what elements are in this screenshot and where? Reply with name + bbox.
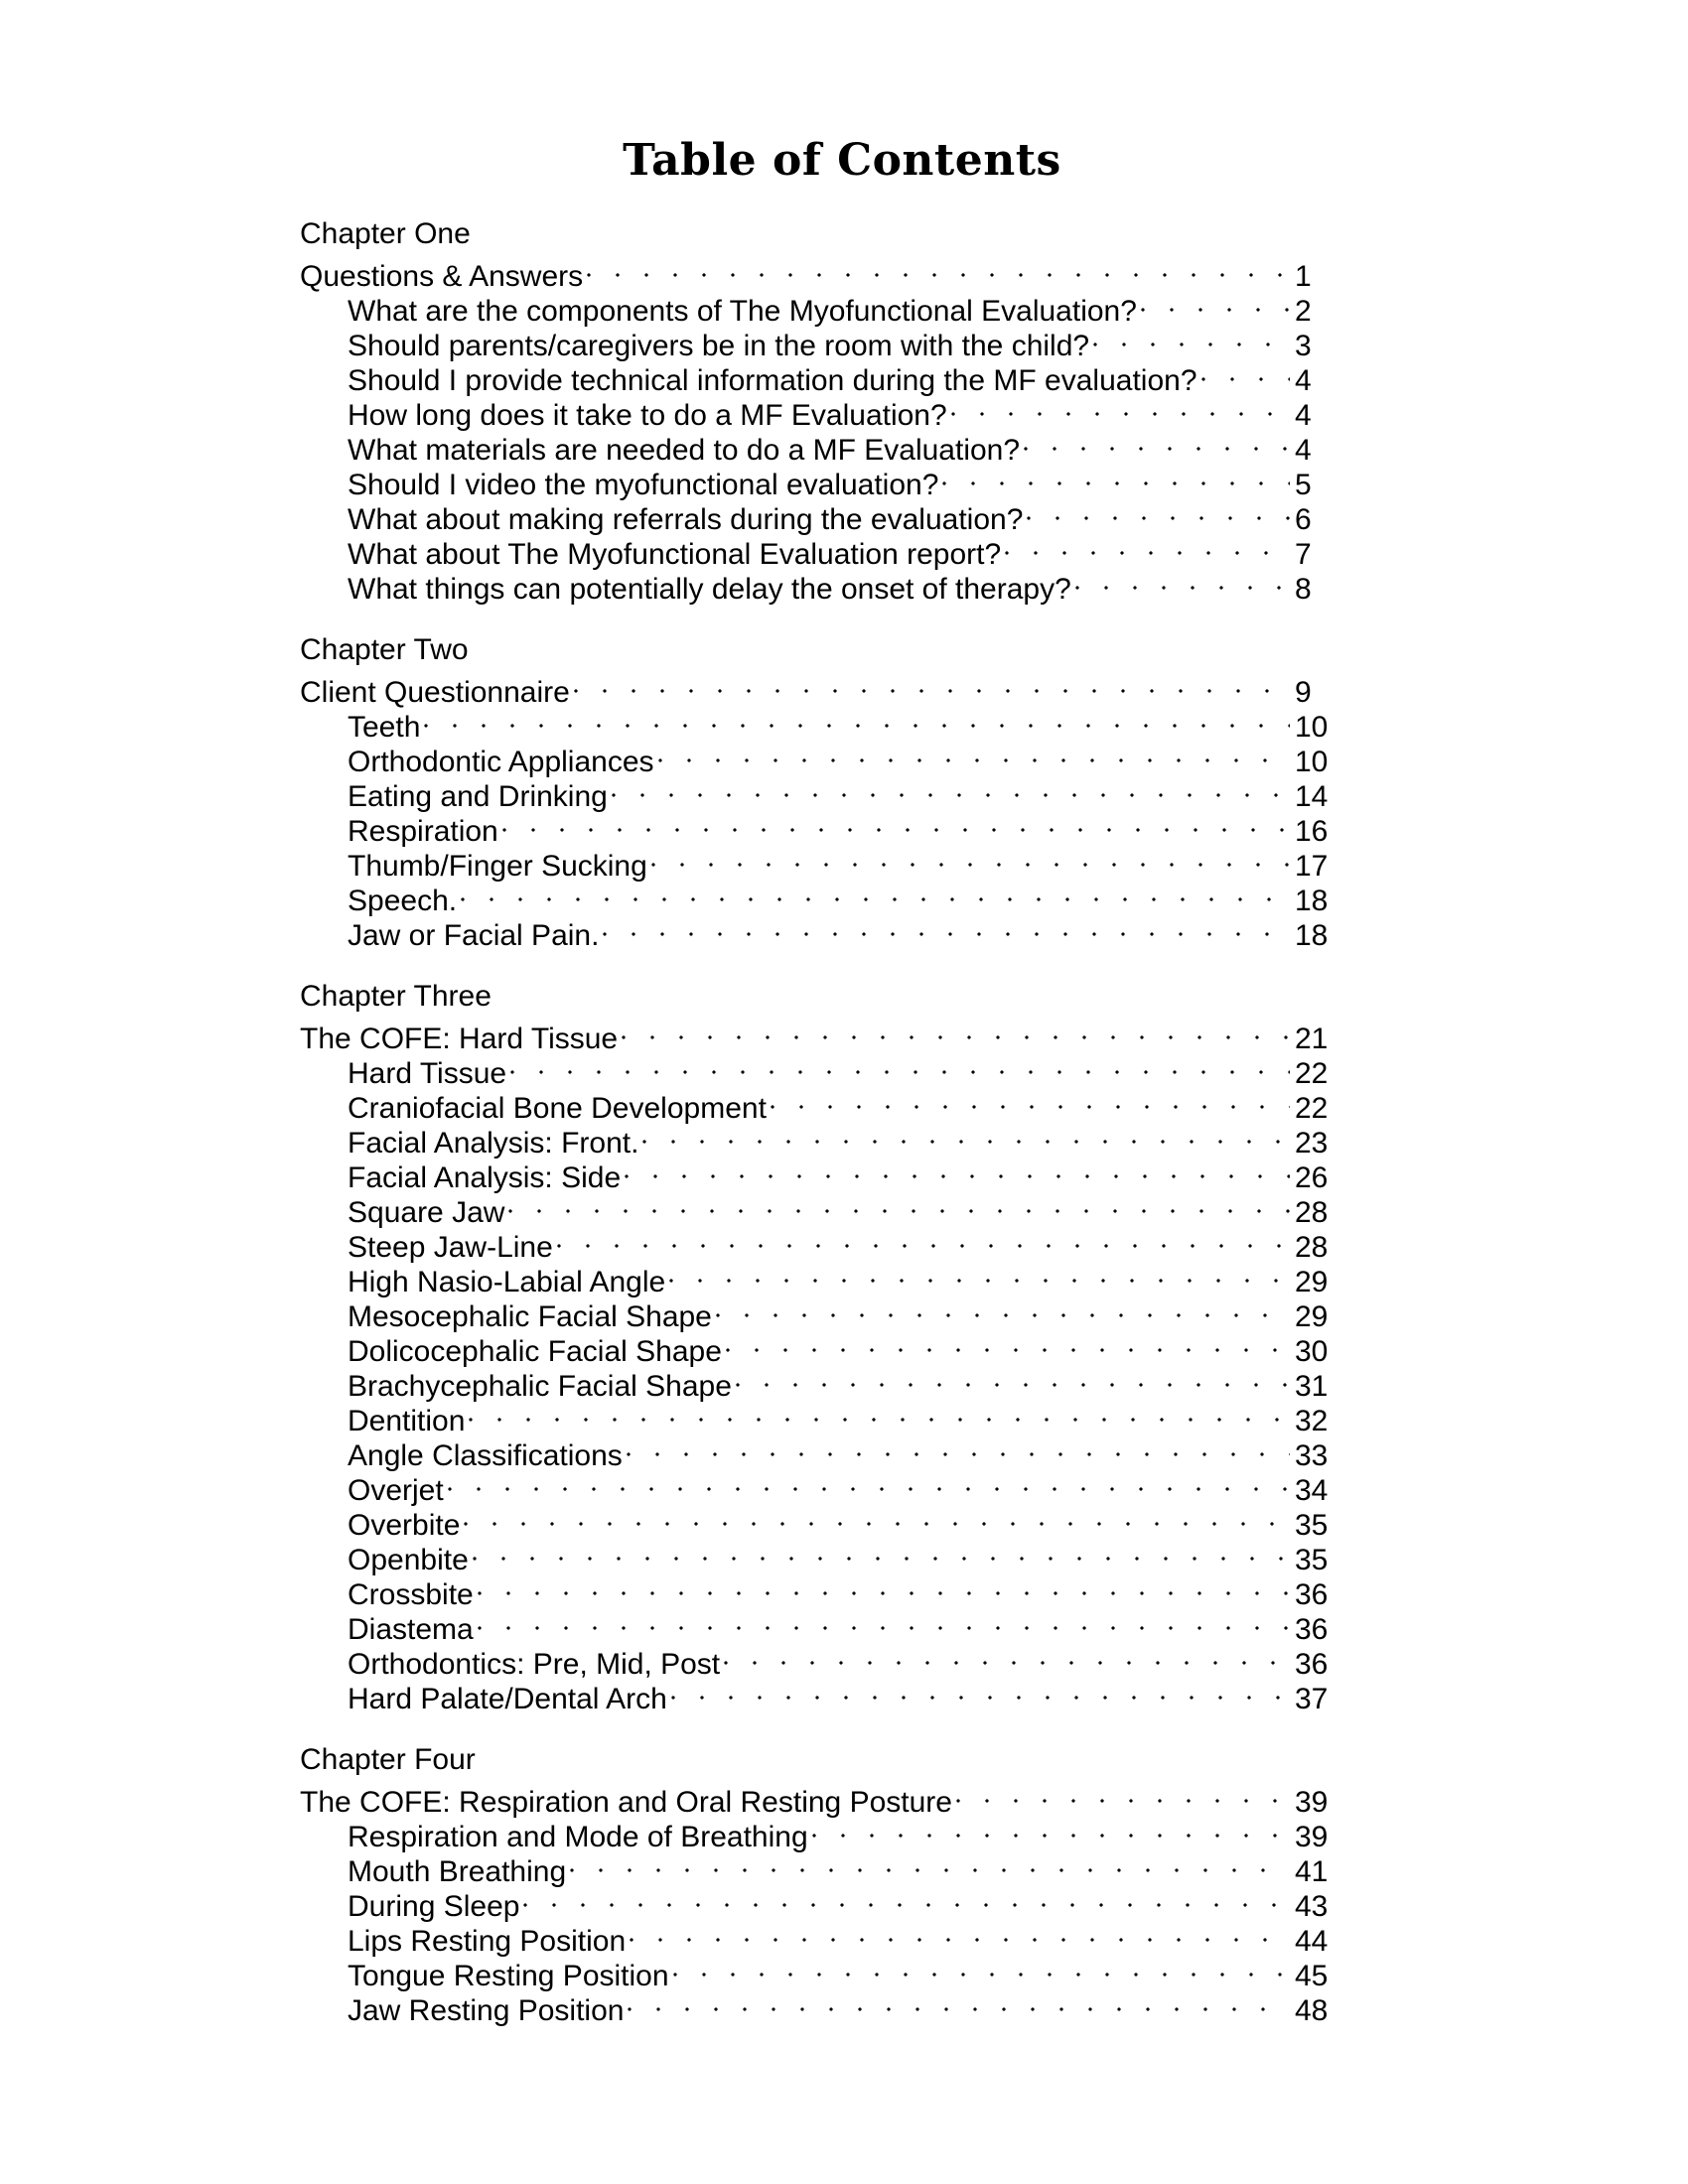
chapter-label: Chapter Three [300,980,492,1013]
toc-entry-page: 4 [1295,399,1312,432]
toc-entry-label: Jaw or Facial Pain. [348,919,600,952]
dot-leader [630,1916,1290,1951]
dot-leader [622,1014,1290,1048]
chapter-heading-page: 1 [1295,260,1312,293]
chapter-heading-page: 9 [1295,676,1312,709]
toc-entry-label: What about making referrals during the evaluation? [348,503,1024,536]
dot-leader [1093,321,1290,355]
toc-entry-page: 5 [1295,469,1312,501]
toc-entry-page: 43 [1295,1890,1329,1923]
dot-leader [956,1777,1290,1812]
dot-leader [464,1500,1290,1535]
chapter-block [300,979,1412,1715]
toc-entry-page: 16 [1295,815,1329,848]
dot-leader [942,460,1290,494]
chapter-heading-row[interactable] [300,1777,1412,1819]
dot-leader [1027,494,1290,529]
toc-entry-page: 4 [1295,434,1312,467]
toc-entry-label: Diastema [348,1613,474,1646]
toc-entry-page: 33 [1295,1439,1329,1472]
dot-leader [478,1570,1290,1604]
toc-entry-page: 41 [1295,1855,1329,1888]
chapter-heading-row[interactable] [300,667,1412,709]
toc-entry-label: What about The Myofunctional Evaluation report? [348,538,1002,571]
toc-entry-label: Jaw Resting Position [348,1994,625,2027]
dot-leader [628,1985,1290,2020]
toc-entry-label: Orthodontics: Pre, Mid, Post [348,1648,721,1681]
toc-entry-label: Brachycephalic Facial Shape [348,1370,732,1403]
toc-entry-page: 28 [1295,1196,1329,1229]
toc-entry-page: 36 [1295,1578,1329,1611]
toc-entry-label: How long does it take to do a MF Evaluation? [348,399,947,432]
toc-entry-label: What things can potentially delay the onset of therapy? [348,573,1071,606]
toc-entry-label: What materials are needed to do a MF Evaluation? [348,434,1021,467]
toc-entry-page: 22 [1295,1057,1329,1090]
toc-entry-page: 45 [1295,1960,1329,1992]
toc-entry-row[interactable] [300,876,1412,917]
toc-entry-page: 29 [1295,1266,1329,1298]
toc-entry-row[interactable] [300,1465,1412,1507]
toc-entry-row[interactable] [300,702,1412,744]
toc-entry-label: Mesocephalic Facial Shape [348,1300,712,1333]
toc-entry-page: 31 [1295,1370,1329,1403]
chapter-label: Chapter One [300,217,471,250]
toc-entry-label: Overjet [348,1474,444,1507]
dot-leader [510,1048,1290,1083]
dot-leader [469,1396,1290,1431]
toc-entry-page: 22 [1295,1092,1329,1125]
toc-entry-label: Speech. [348,885,458,917]
toc-entry-label: What are the components of The Myofunctional Evaluation? [348,295,1137,328]
dot-leader [523,1881,1290,1916]
toc-entry-page: 8 [1295,573,1312,606]
dot-leader [1024,425,1290,460]
toc-entry-page: 37 [1295,1683,1329,1715]
dot-leader [570,1846,1290,1881]
dot-leader [473,1535,1290,1570]
toc-entry-page: 39 [1295,1821,1329,1853]
toc-entry-page: 6 [1295,503,1312,536]
toc-entry-page: 7 [1295,538,1312,571]
dot-leader [574,667,1290,702]
toc-entry-label: Lips Resting Position [348,1925,627,1958]
dot-leader [502,806,1290,841]
dot-leader [736,1361,1290,1396]
dot-leader [508,1187,1290,1222]
toc-entry-label: Should I provide technical information during the MF evaluation? [348,364,1197,397]
dot-leader [673,1951,1290,1985]
dot-leader [651,841,1290,876]
chapter-heading-row[interactable] [300,1014,1412,1055]
chapter-block [300,216,1412,606]
toc-entry-row[interactable] [300,1535,1412,1576]
toc-entry-label: Hard Palate/Dental Arch [348,1683,667,1715]
toc-entry-label: Should parents/caregivers be in the room with the child? [348,330,1090,362]
dot-leader [478,1604,1290,1639]
toc-entry-page: 30 [1295,1335,1329,1368]
toc-entry-label: Steep Jaw-Line [348,1231,553,1264]
toc-entry-page: 17 [1295,850,1329,883]
chapter-heading-label: Client Questionnaire [300,676,570,709]
toc-entry-label: Dolicocephalic Facial Shape [348,1335,722,1368]
chapter-heading-page: 21 [1295,1023,1329,1055]
toc-entry-page: 2 [1295,295,1312,328]
toc-entry-page: 23 [1295,1127,1329,1160]
dot-leader [603,910,1290,945]
chapter-heading-label: The COFE: Respiration and Oral Resting Posture [300,1786,952,1819]
chapter-heading-page: 39 [1295,1786,1329,1819]
toc-entry-page: 35 [1295,1544,1329,1576]
toc-entry-label: Eating and Drinking [348,780,608,813]
toc-entry-row[interactable] [300,1500,1412,1542]
toc-entry-page: 29 [1295,1300,1329,1333]
toc-entry-page: 28 [1295,1231,1329,1264]
toc-entry-label: Respiration [348,815,498,848]
toc-entry-page: 26 [1295,1161,1329,1194]
toc-entry-page: 10 [1295,746,1329,778]
toc-entry-row[interactable] [300,737,1412,778]
toc-entry-page: 36 [1295,1613,1329,1646]
toc-entry-page: 44 [1295,1925,1329,1958]
toc-entry-page: 35 [1295,1509,1329,1542]
dot-leader [448,1465,1290,1500]
toc-entry-label: Dentition [348,1405,466,1437]
toc-entry-row[interactable] [300,1431,1412,1472]
toc-entry-label: Square Jaw [348,1196,505,1229]
dot-leader [658,737,1290,771]
toc-entry-page: 4 [1295,364,1312,397]
toc-entry-label: Craniofacial Bone Development [348,1092,767,1125]
chapter-heading-label: The COFE: Hard Tissue [300,1023,619,1055]
toc-entry-row[interactable] [300,910,1412,952]
toc-entry-page: 36 [1295,1648,1329,1681]
dot-leader [612,771,1290,806]
dot-leader [642,1118,1290,1153]
toc-entry-page: 34 [1295,1474,1329,1507]
toc-entry-page: 18 [1295,919,1329,952]
dot-leader [1201,355,1291,390]
toc-entry-label: Openbite [348,1544,469,1576]
table-of-contents [300,216,1412,2027]
toc-entry-page: 14 [1295,780,1329,813]
dot-leader [587,251,1290,286]
toc-entry-label: Teeth [348,711,421,744]
toc-entry-label: Mouth Breathing [348,1855,567,1888]
dot-leader [951,390,1290,425]
dot-leader [669,1257,1290,1292]
page-title [0,135,1688,186]
toc-entry-label: Respiration and Mode of Breathing [348,1821,808,1853]
dot-leader [1075,564,1290,599]
chapter-heading-row[interactable] [300,251,1412,293]
chapter-block [300,632,1412,952]
toc-entry-label: Tongue Resting Position [348,1960,669,1992]
toc-entry-page: 48 [1295,1994,1329,2027]
dot-leader [771,1083,1290,1118]
chapter-block [300,1742,1412,2027]
page-title-text: Table of Contents [623,135,1061,186]
toc-entry-label: Orthodontic Appliances [348,746,654,778]
toc-entry-page: 3 [1295,330,1312,362]
dot-leader [625,1153,1290,1187]
toc-entry-label: Crossbite [348,1578,474,1611]
toc-entry-label: Thumb/Finger Sucking [348,850,647,883]
toc-entry-label: Hard Tissue [348,1057,507,1090]
dot-leader [557,1222,1290,1257]
chapter-label: Chapter Two [300,633,469,666]
dot-leader [461,876,1290,910]
chapter-heading-label: Questions & Answers [300,260,584,293]
toc-entry-page: 10 [1295,711,1329,744]
toc-entry-label: High Nasio-Labial Angle [348,1266,666,1298]
dot-leader [671,1674,1290,1708]
dot-leader [1005,529,1290,564]
dot-leader [1141,286,1290,321]
toc-entry-page: 32 [1295,1405,1329,1437]
toc-entry-label: Facial Analysis: Front. [348,1127,639,1160]
dot-leader [724,1639,1290,1674]
toc-entry-label: Angle Classifications [348,1439,623,1472]
toc-entry-label: During Sleep [348,1890,520,1923]
dot-leader [627,1431,1290,1465]
dot-leader [716,1292,1290,1326]
toc-entry-label: Should I video the myofunctional evaluation? [348,469,939,501]
dot-leader [424,702,1290,737]
toc-entry-label: Overbite [348,1509,461,1542]
dot-leader [812,1812,1290,1846]
toc-entry-label: Facial Analysis: Side [348,1161,622,1194]
dot-leader [726,1326,1290,1361]
toc-entry-page: 18 [1295,885,1329,917]
chapter-label: Chapter Four [300,1743,476,1776]
